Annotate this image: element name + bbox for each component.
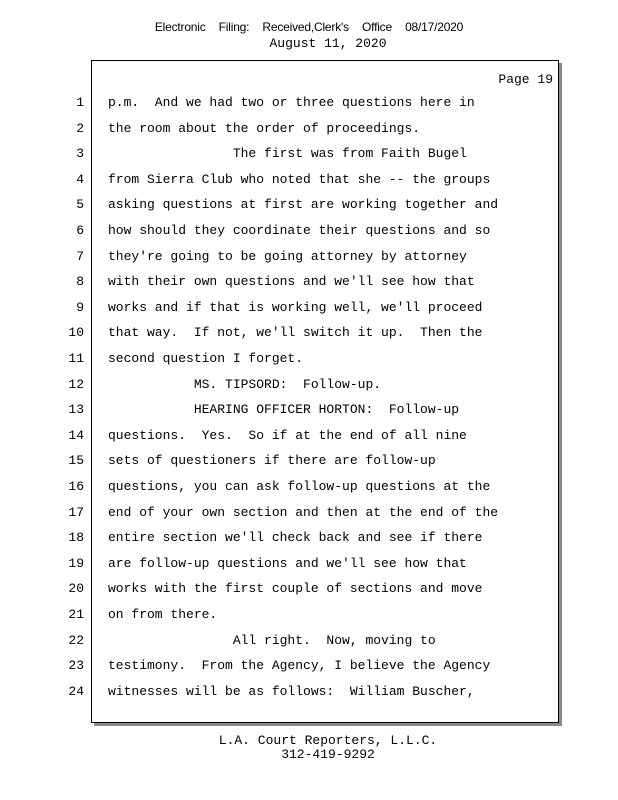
line-number: 7	[76, 249, 84, 264]
line-text: MS. TIPSORD: Follow-up.	[108, 377, 382, 392]
line-number: 3	[76, 146, 84, 161]
line-number: 13	[68, 402, 84, 417]
line-number: 12	[68, 377, 84, 392]
page-number: Page 19	[498, 72, 553, 87]
line-number: 18	[68, 530, 84, 545]
line-text: how should they coordinate their questions and so	[108, 223, 491, 238]
line-text: on from there.	[108, 607, 218, 622]
line-text: the room about the order of proceedings.	[108, 121, 421, 136]
line-text: works and if that is working well, we'll proceed	[108, 300, 483, 315]
filing-stamp: Electronic Filing: Received,Clerk's Office 08/17/2020	[154, 20, 464, 34]
line-number: 24	[68, 684, 84, 699]
line-text: they're going to be going attorney by attorney	[108, 249, 467, 264]
line-number: 21	[68, 607, 84, 622]
reporter-phone: 312-419-9292	[281, 747, 375, 762]
line-number: 9	[76, 300, 84, 315]
line-text: questions. Yes. So if at the end of all nine	[108, 428, 467, 443]
line-text: works with the first couple of sections and move	[108, 581, 483, 596]
line-text: second question I forget.	[108, 351, 304, 366]
hearing-date: August 11, 2020	[269, 36, 387, 51]
line-text: entire section we'll check back and see if there	[108, 530, 483, 545]
line-text: with their own questions and we'll see how that	[108, 274, 475, 289]
line-text: The first was from Faith Bugel	[108, 146, 467, 161]
reporter-name: L.A. Court Reporters, L.L.C.	[218, 733, 438, 748]
line-text: HEARING OFFICER HORTON: Follow-up	[108, 402, 460, 417]
line-number: 4	[76, 172, 84, 187]
line-number: 19	[68, 556, 84, 571]
line-number: 17	[68, 505, 84, 520]
line-text: All right. Now, moving to	[108, 633, 436, 648]
line-number: 5	[76, 197, 84, 212]
line-number: 16	[68, 479, 84, 494]
line-text: testimony. From the Agency, I believe the Agency	[108, 658, 491, 673]
line-number: 1	[76, 95, 84, 110]
line-text: witnesses will be as follows: William Buscher,	[108, 684, 475, 699]
line-text: from Sierra Club who noted that she -- the groups	[108, 172, 491, 187]
line-number: 23	[68, 658, 84, 673]
line-number: 11	[68, 351, 84, 366]
line-text: end of your own section and then at the end of the	[108, 505, 499, 520]
line-number: 8	[76, 274, 84, 289]
line-text: sets of questioners if there are follow-up	[108, 453, 436, 468]
line-text: questions, you can ask follow-up questions at the	[108, 479, 491, 494]
line-text: are follow-up questions and we'll see how that	[108, 556, 467, 571]
line-number: 14	[68, 428, 84, 443]
line-number: 6	[76, 223, 84, 238]
line-text: that way. If not, we'll switch it up. Then the	[108, 325, 483, 340]
line-text: asking questions at first are working together and	[108, 197, 499, 212]
line-text: p.m. And we had two or three questions here in	[108, 95, 475, 110]
line-number: 22	[68, 633, 84, 648]
line-number: 10	[68, 325, 84, 340]
line-number: 20	[68, 581, 84, 596]
line-number: 15	[68, 453, 84, 468]
line-number: 2	[76, 121, 84, 136]
